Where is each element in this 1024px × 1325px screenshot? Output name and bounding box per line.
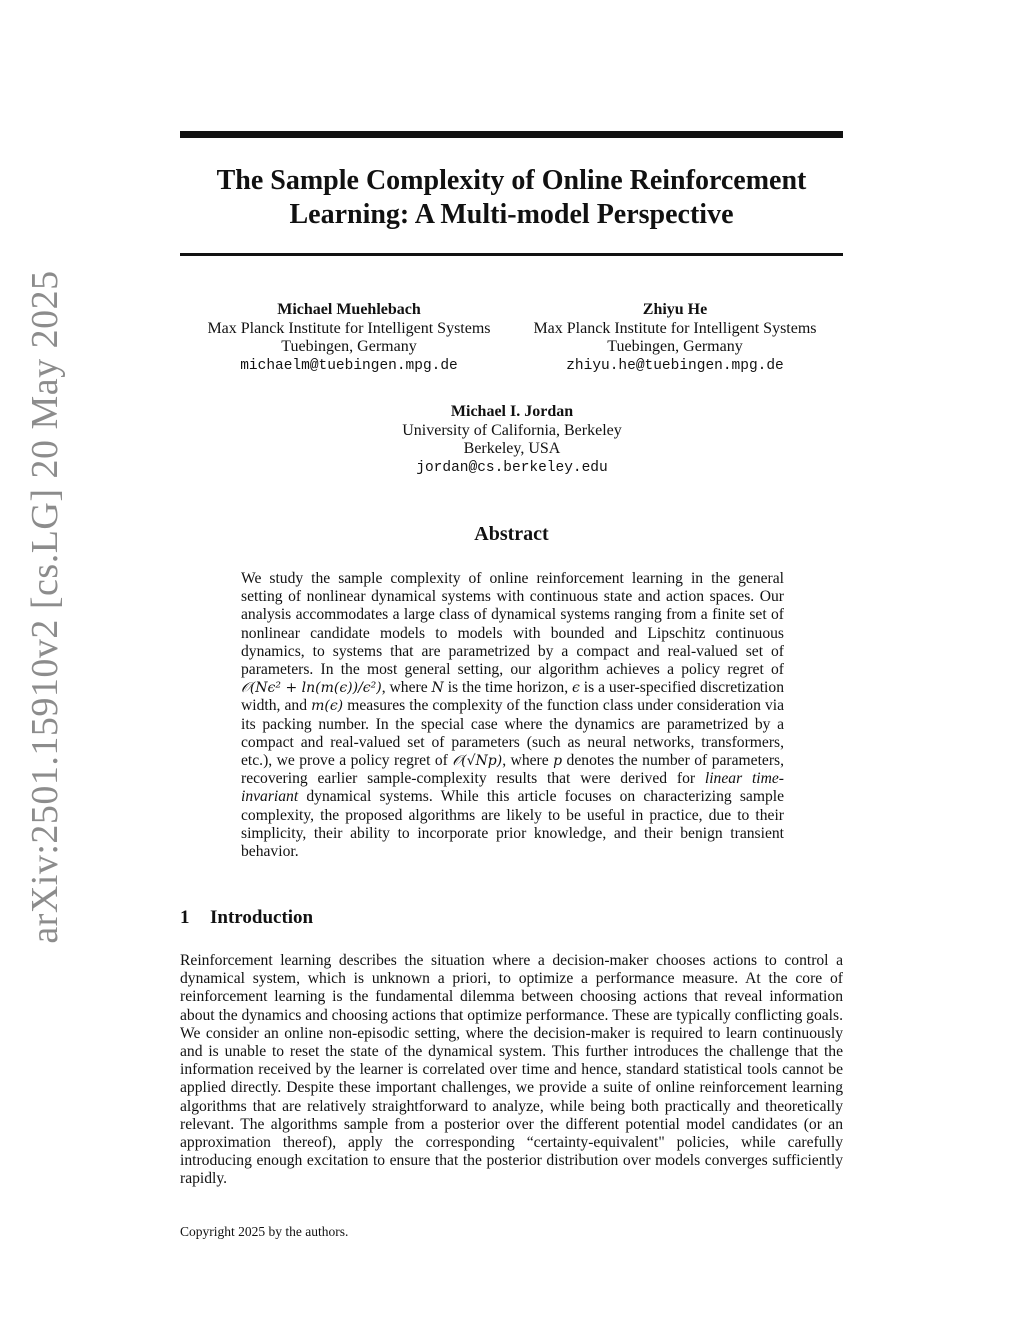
- section-heading-introduction: [180, 907, 313, 929]
- author-name: Michael Muehlebach: [277, 301, 421, 318]
- abstract-text: is the time horizon,: [443, 679, 573, 697]
- abstract-heading: Abstract: [474, 523, 549, 545]
- abstract-emphasis: linear time-invariant: [241, 770, 784, 806]
- abstract-text: measures the complexity of the function class under consideration via its packing number. In the special case where the dynamics are parametrized by a compact and real-valued set of parameters (such as neural networks, transformers, etc.), we prove a policy regret of: [241, 697, 785, 770]
- author-block: [362, 403, 662, 477]
- abstract-math: m(ϵ): [311, 698, 344, 715]
- author-affiliation: Max Planck Institute for Intelligent Systems: [533, 319, 817, 337]
- author-location: Tuebingen, Germany: [607, 338, 743, 355]
- arxiv-identifier: arXiv:2501.15910v2 [cs.LG] 20 May 2025: [24, 270, 66, 944]
- introduction-paragraph: Reinforcement learning describes the situation where a decision-maker chooses actions to control a dynamical system, which is unknown a priori, to optimize a performance measure. At the core of reinforcement learning is the fundamental dilemma between choosing actions that reveal information about the dynamics and choosing actions that optimize performance. These are typically conflicting goals. We consider an online non-episodic setting, where the decision-maker is required to learn continuously and is unable to reset the state of the dynamical system. This further introduces the challenge that the information received by the learner is correlated over time and hence, standard statistical tools cannot be applied directly. Despite these important challenges, we provide a suite of online reinforcement learning algorithms that are relatively straightforward to analyze, while being both practically and theoretically relevant. The algorithms sample from a posterior over the different potential model candidates (or an approximation thereof), apply the corresponding “certainty-equivalent" policies, while carefully introducing enough excitation to ensure that the posterior distribution over models converges sufficiently rapidly.: [180, 952, 843, 1188]
- author-affiliation: University of California, Berkeley: [402, 421, 622, 439]
- author-block: [516, 301, 834, 375]
- abstract-math: p: [553, 753, 563, 770]
- abstract-math: ϵ: [572, 680, 580, 697]
- author-email[interactable]: michaelm@tuebingen.mpg.de: [240, 357, 458, 374]
- abstract-text: denotes the number of parameters, recovering earlier sample-complexity results that were derived for: [241, 752, 784, 788]
- title-top-rule: [180, 131, 843, 138]
- title-line-1: The Sample Complexity of Online Reinforcement: [216, 165, 807, 196]
- author-name: Michael I. Jordan: [450, 403, 574, 420]
- abstract-text: We study the sample complexity of online reinforcement learning in the general setting of nonlinear dynamical systems with continuous state and action spaces. Our analysis accommodates a large class of dynamical systems ranging from a finite set of nonlinear candidate models to models with bounded and Lipschitz continuous dynamics, to systems that are parametrized by a compact and real-valued set of parameters. In the most general setting, our algorithm achieves a policy regret of: [241, 570, 784, 679]
- author-location: Tuebingen, Germany: [281, 338, 417, 355]
- author-name: Zhiyu He: [642, 301, 708, 318]
- title-line-2: Learning: A Multi-model Perspective: [289, 199, 734, 230]
- paper-title: [180, 164, 843, 232]
- author-email[interactable]: zhiyu.he@tuebingen.mpg.de: [566, 357, 784, 374]
- author-affiliation: Max Planck Institute for Intelligent Systems: [207, 319, 491, 337]
- copyright-notice: Copyright 2025 by the authors.: [180, 1224, 349, 1239]
- abstract-math: N: [431, 680, 444, 697]
- title-bottom-rule: [180, 253, 843, 256]
- author-email[interactable]: jordan@cs.berkeley.edu: [416, 459, 608, 476]
- author-location: Berkeley, USA: [463, 440, 561, 457]
- abstract-text: is a user-specified discretization width, and: [241, 679, 784, 715]
- abstract-body: [241, 570, 784, 861]
- abstract-math: 𝒪(√Np): [452, 753, 503, 770]
- author-block: [190, 301, 508, 375]
- abstract-math: 𝒪(Nϵ² + ln(m(ϵ))/ϵ²): [241, 680, 382, 697]
- abstract-text: dynamical systems. While this article focuses on characterizing sample complexity, the proposed algorithms are likely to be useful in practice, due to their simplicity, their ability to incorporate prior knowledge, and their benign transient behavior.: [241, 788, 784, 861]
- section-title: Introduction: [210, 907, 314, 928]
- abstract-text: , where: [502, 752, 554, 770]
- section-number: 1: [180, 907, 190, 928]
- abstract-text: , where: [381, 679, 432, 697]
